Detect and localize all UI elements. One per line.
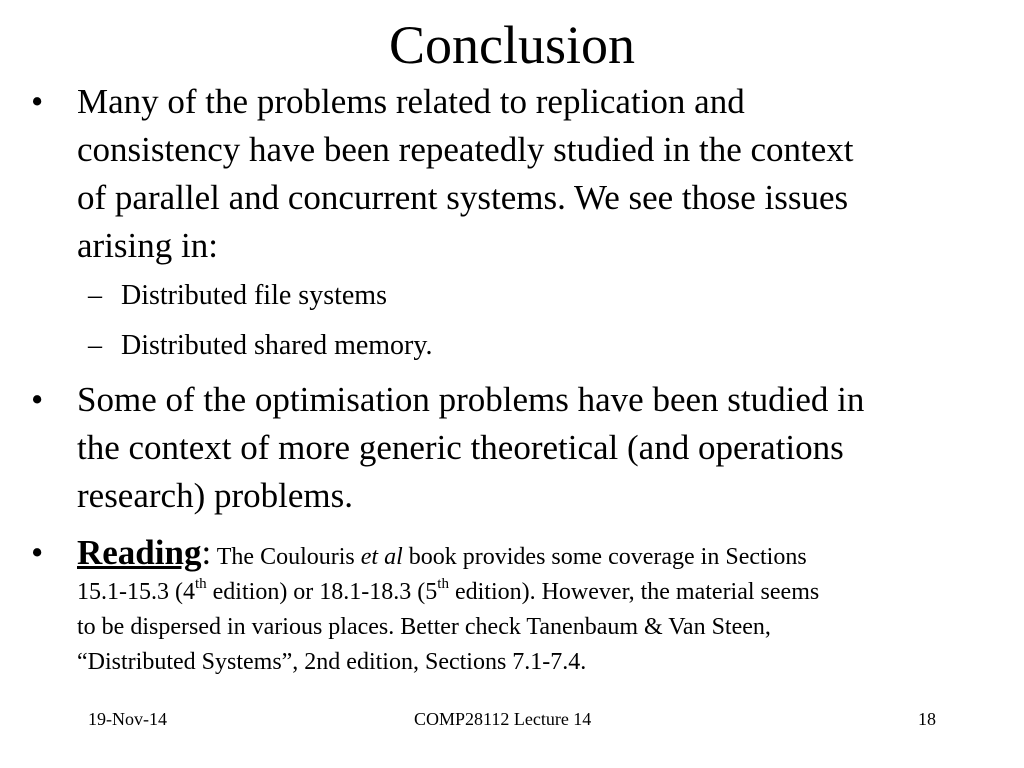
reading-text-italic: et al — [360, 544, 403, 570]
subitem-file-systems — [88, 278, 387, 314]
bullet-reading — [31, 529, 977, 680]
footer-date: 19-Nov-14 — [88, 709, 167, 729]
bullet-marker: • — [31, 82, 44, 121]
reading-colon: : — [201, 533, 212, 572]
bullet-marker: • — [31, 533, 44, 572]
reading-text: edition). However, the material seems — [448, 579, 820, 605]
reading-text: edition) or 18.1-18.3 (5 — [206, 579, 438, 605]
reading-line-1 — [77, 529, 977, 581]
subitem-text: Distributed file systems — [121, 280, 387, 311]
superscript: th — [437, 576, 449, 592]
superscript: th — [194, 576, 207, 592]
dash-marker: – — [88, 330, 102, 361]
reading-text: 15.1-15.3 (4 — [77, 579, 195, 605]
subitem-text: Distributed shared memory. — [121, 330, 433, 361]
reading-line-3: to be dispersed in various places. Better check Tanenbaum & Van Steen, — [77, 614, 771, 640]
bullet-text-line: Many of the problems related to replication and — [77, 82, 745, 121]
reading-line-4: “Distributed Systems”, 2nd edition, Sections 7.1-7.4. — [77, 649, 587, 675]
subitem-shared-memory — [88, 328, 433, 364]
slide-title: Conclusion — [388, 15, 635, 75]
bullet-text-line: arising in: — [77, 226, 218, 265]
dash-marker: – — [88, 280, 102, 311]
bullet-optimisation — [31, 376, 977, 520]
reading-line-2 — [77, 575, 977, 610]
footer-page-number: 18 — [918, 709, 936, 729]
bullet-text-line: of parallel and concurrent systems. We see those issues — [77, 178, 849, 217]
bullet-replication — [31, 78, 977, 270]
reading-text: book provides some coverage in Sections — [402, 544, 807, 570]
reading-heading: Reading — [77, 533, 202, 572]
bullet-marker: • — [31, 380, 44, 419]
bullet-text-line: research) problems. — [77, 476, 353, 515]
bullet-text-line: Some of the optimisation problems have been studied in — [77, 380, 865, 419]
bullet-text-line: consistency have been repeatedly studied in the context — [77, 130, 854, 169]
reading-text: The Coulouris — [211, 544, 361, 570]
footer-course: COMP28112 Lecture 14 — [414, 709, 592, 729]
bullet-text-line: the context of more generic theoretical (and operations — [77, 428, 844, 467]
